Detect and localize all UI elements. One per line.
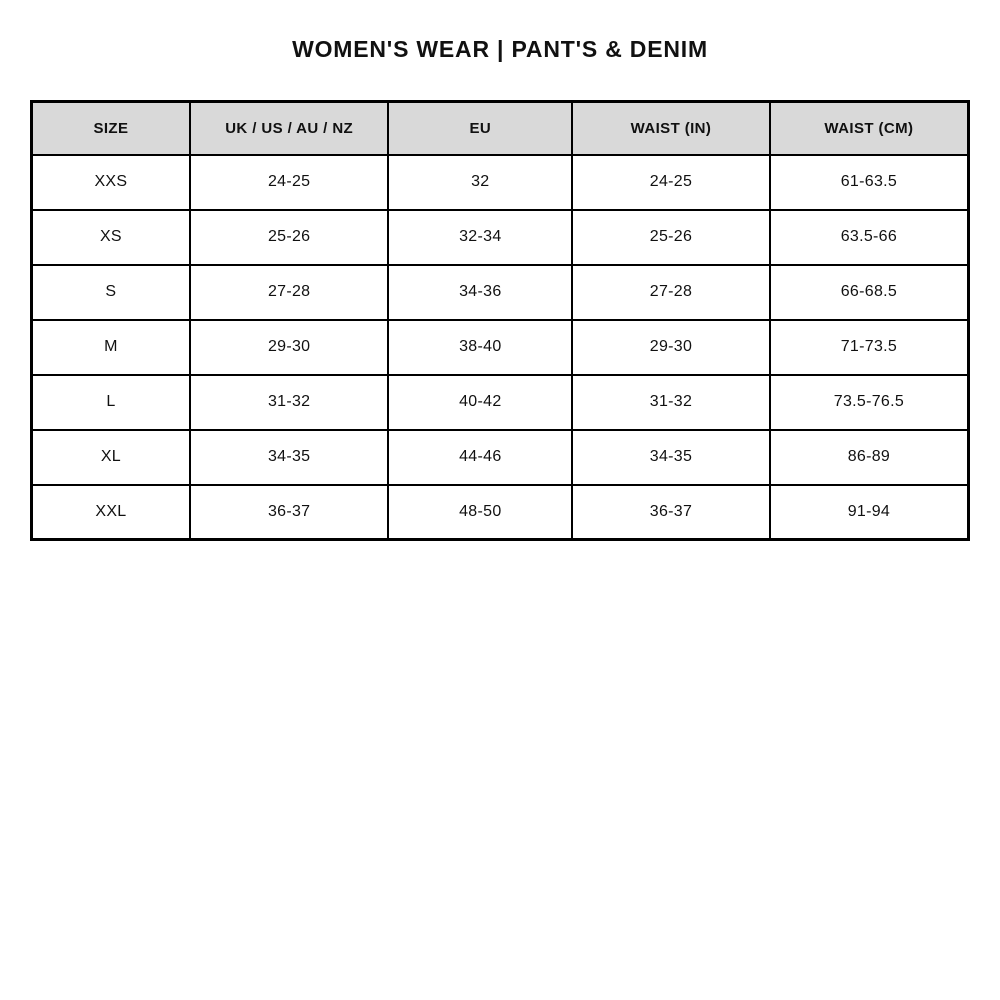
column-header-eu: EU bbox=[388, 102, 572, 155]
size-chart-table bbox=[30, 100, 970, 541]
table-row bbox=[32, 375, 969, 430]
cell-waist_cm: 91-94 bbox=[770, 485, 969, 540]
cell-size: XXL bbox=[32, 485, 190, 540]
table-body bbox=[32, 155, 969, 540]
cell-eu: 48-50 bbox=[388, 485, 572, 540]
cell-waist_cm: 66-68.5 bbox=[770, 265, 969, 320]
cell-size: L bbox=[32, 375, 190, 430]
cell-waist_in: 29-30 bbox=[572, 320, 770, 375]
cell-waist_cm: 73.5-76.5 bbox=[770, 375, 969, 430]
cell-waist_cm: 63.5-66 bbox=[770, 210, 969, 265]
cell-size: XXS bbox=[32, 155, 190, 210]
table-row bbox=[32, 485, 969, 540]
table-header bbox=[32, 102, 969, 155]
table-row bbox=[32, 265, 969, 320]
cell-waist_cm: 61-63.5 bbox=[770, 155, 969, 210]
cell-uk_us_au_nz: 25-26 bbox=[190, 210, 389, 265]
cell-size: XL bbox=[32, 430, 190, 485]
cell-uk_us_au_nz: 29-30 bbox=[190, 320, 389, 375]
cell-uk_us_au_nz: 36-37 bbox=[190, 485, 389, 540]
cell-uk_us_au_nz: 24-25 bbox=[190, 155, 389, 210]
cell-waist_in: 34-35 bbox=[572, 430, 770, 485]
cell-uk_us_au_nz: 34-35 bbox=[190, 430, 389, 485]
cell-uk_us_au_nz: 31-32 bbox=[190, 375, 389, 430]
cell-eu: 32 bbox=[388, 155, 572, 210]
cell-waist_in: 27-28 bbox=[572, 265, 770, 320]
column-header-size: SIZE bbox=[32, 102, 190, 155]
cell-waist_in: 25-26 bbox=[572, 210, 770, 265]
table-row bbox=[32, 155, 969, 210]
column-header-uk_us_au_nz: UK / US / AU / NZ bbox=[190, 102, 389, 155]
cell-size: XS bbox=[32, 210, 190, 265]
cell-waist_in: 24-25 bbox=[572, 155, 770, 210]
cell-waist_in: 36-37 bbox=[572, 485, 770, 540]
cell-eu: 32-34 bbox=[388, 210, 572, 265]
table-row bbox=[32, 210, 969, 265]
table-row bbox=[32, 430, 969, 485]
header-row bbox=[32, 102, 969, 155]
cell-uk_us_au_nz: 27-28 bbox=[190, 265, 389, 320]
table-row bbox=[32, 320, 969, 375]
cell-eu: 34-36 bbox=[388, 265, 572, 320]
page-title: WOMEN'S WEAR | PANT'S & DENIM bbox=[292, 36, 708, 62]
cell-eu: 40-42 bbox=[388, 375, 572, 430]
cell-waist_cm: 86-89 bbox=[770, 430, 969, 485]
column-header-waist_in: WAIST (IN) bbox=[572, 102, 770, 155]
cell-waist_cm: 71-73.5 bbox=[770, 320, 969, 375]
column-header-waist_cm: WAIST (CM) bbox=[770, 102, 969, 155]
cell-size: M bbox=[32, 320, 190, 375]
cell-size: S bbox=[32, 265, 190, 320]
cell-waist_in: 31-32 bbox=[572, 375, 770, 430]
cell-eu: 44-46 bbox=[388, 430, 572, 485]
cell-eu: 38-40 bbox=[388, 320, 572, 375]
